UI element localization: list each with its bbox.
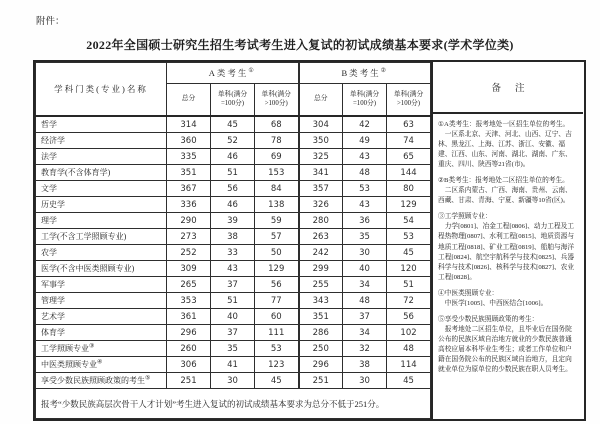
score-cell: 309 (167, 261, 211, 277)
table-row (36, 341, 431, 357)
score-cell: 341 (299, 165, 343, 181)
score-cell: 251 (299, 373, 343, 389)
remark-section (438, 176, 578, 206)
table-row (36, 116, 431, 133)
remark-body: 中医学[1005]、中西医结合[1006]。 (444, 299, 548, 307)
subject-name: 理学 (36, 213, 167, 229)
score-cell: 263 (299, 229, 343, 245)
remarks-column (431, 62, 583, 419)
score-cell: 138 (255, 197, 299, 213)
col-header-single100-b: 单科(满分=100分) (343, 84, 387, 117)
subject-name: 历史学 (36, 197, 167, 213)
table-row (36, 325, 431, 341)
group-a-label: A类考生 (208, 68, 249, 78)
footer-note: 报考“少数民族高层次骨干人才计划”考生进入复试的初试成绩基本要求为总分不低于251分。 (36, 389, 431, 419)
remarks-body (433, 114, 583, 383)
score-cell: 56 (211, 181, 255, 197)
table-header-group-a (167, 63, 299, 84)
score-cell: 343 (299, 293, 343, 309)
table-row (36, 293, 431, 309)
table-row (36, 229, 431, 245)
table-header-group-b (299, 63, 431, 84)
score-table-body (36, 116, 431, 419)
score-cell: 38 (343, 357, 387, 373)
subject-name: 享受少数民族照顾政策的考生⑤ (36, 373, 167, 389)
score-cell: 114 (387, 357, 431, 373)
subject-name: 农学 (36, 245, 167, 261)
group-b-label: B类考生 (341, 68, 381, 78)
col-header-single-gt100-b: 单科(满分>100分) (387, 84, 431, 117)
col-header-single-gt100-a: 单科(满分>100分) (255, 84, 299, 117)
score-cell: 65 (387, 149, 431, 165)
score-cell: 351 (167, 165, 211, 181)
table-row (36, 261, 431, 277)
score-table (35, 62, 431, 419)
score-cell: 57 (255, 229, 299, 245)
score-cell: 54 (387, 213, 431, 229)
subject-name: 工学照顾专业③ (36, 341, 167, 357)
score-cell: 45 (387, 373, 431, 389)
score-cell: 56 (387, 309, 431, 325)
score-cell: 273 (167, 229, 211, 245)
score-cell: 43 (211, 261, 255, 277)
score-cell: 123 (255, 357, 299, 373)
score-cell: 299 (299, 261, 343, 277)
subject-name: 工学(不含工学照顾专业) (36, 229, 167, 245)
subject-name: 管理学 (36, 293, 167, 309)
remark-lead: ⑤享受少数民族照顾政策的考生： (438, 315, 539, 323)
remark-body: 二区系内蒙古、广西、海南、贵州、云南、西藏、甘肃、青海、宁夏、新疆等10省(区)。 (438, 187, 572, 205)
table-row (36, 165, 431, 181)
remark-section (438, 212, 578, 282)
subject-name: 文学 (36, 181, 167, 197)
score-cell: 280 (299, 213, 343, 229)
score-cell: 296 (299, 357, 343, 373)
score-cell: 306 (167, 357, 211, 373)
table-row (36, 373, 431, 389)
score-cell: 33 (211, 245, 255, 261)
score-cell: 265 (167, 277, 211, 293)
score-cell: 361 (167, 309, 211, 325)
remark-lead: ④中医类照顾专业： (438, 289, 499, 297)
score-cell: 74 (387, 133, 431, 149)
subject-superscript: ⑤ (145, 375, 151, 382)
subject-superscript: ③ (89, 343, 95, 350)
score-cell: 68 (255, 116, 299, 133)
score-cell: 360 (167, 133, 211, 149)
score-table-wrapper (33, 60, 586, 421)
score-cell: 53 (343, 181, 387, 197)
subject-superscript: ④ (97, 359, 103, 366)
remark-section (438, 289, 578, 309)
score-cell: 325 (299, 149, 343, 165)
score-cell: 49 (343, 133, 387, 149)
group-a-superscript: ① (248, 68, 256, 75)
subject-name: 法学 (36, 149, 167, 165)
score-cell: 77 (255, 293, 299, 309)
score-cell: 30 (343, 373, 387, 389)
score-cell: 30 (211, 373, 255, 389)
score-cell: 153 (255, 165, 299, 181)
score-cell: 336 (167, 197, 211, 213)
subject-name: 军事学 (36, 277, 167, 293)
score-cell: 69 (255, 149, 299, 165)
remark-body: 报考地处二区招生单位，且毕业后在国务院公布的民族区域自治地方就业的少数民族普通高校应届本科毕业生考生；或者工作单位和户籍在国务院公布的民族区域自治地方，且定向就业单位为原单位的少数民族在职人员考生。 (438, 325, 572, 374)
score-cell: 38 (211, 229, 255, 245)
score-cell: 46 (211, 149, 255, 165)
subject-name: 教育学(不含体育学) (36, 165, 167, 181)
table-row (36, 309, 431, 325)
score-cell: 39 (211, 213, 255, 229)
score-cell: 144 (387, 165, 431, 181)
page-title: 2022年全国硕士研究生招生考试考生进入复试的初试成绩基本要求(学术学位类) (86, 38, 514, 52)
subject-name: 哲学 (36, 116, 167, 133)
score-cell: 326 (299, 197, 343, 213)
col-header-total-a: 总分 (167, 84, 211, 117)
score-cell: 357 (299, 181, 343, 197)
score-cell: 63 (387, 116, 431, 133)
subject-name: 艺术学 (36, 309, 167, 325)
col-header-total-b: 总分 (299, 84, 343, 117)
score-cell: 290 (167, 213, 211, 229)
score-cell: 286 (299, 325, 343, 341)
score-cell: 60 (255, 309, 299, 325)
score-cell: 45 (211, 116, 255, 133)
score-cell: 250 (299, 341, 343, 357)
subject-name: 医学(不含中医类照顾专业) (36, 261, 167, 277)
remarks-header: 备注 (433, 62, 583, 114)
remark-lead: ③工学照顾专业： (438, 213, 492, 221)
score-cell: 48 (343, 293, 387, 309)
score-cell: 353 (167, 293, 211, 309)
table-row (36, 181, 431, 197)
score-cell: 56 (255, 277, 299, 293)
score-cell: 43 (343, 149, 387, 165)
score-cell: 40 (343, 261, 387, 277)
score-cell: 102 (387, 325, 431, 341)
score-cell: 350 (299, 133, 343, 149)
table-row (36, 133, 431, 149)
score-cell: 30 (343, 245, 387, 261)
table-row (36, 149, 431, 165)
col-header-single100-a: 单科(满分=100分) (211, 84, 255, 117)
score-cell: 242 (299, 245, 343, 261)
table-row (36, 277, 431, 293)
score-cell: 34 (343, 325, 387, 341)
score-cell: 40 (211, 309, 255, 325)
score-cell: 34 (343, 277, 387, 293)
score-cell: 46 (211, 197, 255, 213)
attachment-label: 附件： (36, 17, 65, 27)
remark-lead: ①A类考生：报考地处一区招生单位的考生。 (438, 121, 570, 128)
score-cell: 111 (255, 325, 299, 341)
score-cell: 37 (211, 325, 255, 341)
score-cell: 260 (167, 341, 211, 357)
score-cell: 296 (167, 325, 211, 341)
score-cell: 48 (387, 341, 431, 357)
score-cell: 45 (387, 245, 431, 261)
subject-name: 中医类照顾专业④ (36, 357, 167, 373)
score-cell: 32 (343, 341, 387, 357)
score-cell: 251 (167, 373, 211, 389)
score-cell: 37 (211, 277, 255, 293)
score-cell: 72 (387, 293, 431, 309)
footer-row (36, 389, 431, 419)
group-b-superscript: ② (380, 68, 389, 75)
remark-section (438, 315, 578, 375)
remark-body: 力学[0801]、冶金工程[0806]、动力工程及工程热物理[0807]、水利工程[0815]、地质资源与地质工程[0818]、矿业工程[0819]、船舶与海洋工程[0824]、航空宇航科学与技术[0825]、兵器科学与技术[0826]、核科学与技术[0827]、农业工程[0828]。 (438, 223, 575, 281)
score-cell: 84 (255, 181, 299, 197)
score-cell: 314 (167, 116, 211, 133)
score-cell: 51 (211, 165, 255, 181)
score-cell: 129 (255, 261, 299, 277)
score-cell: 43 (343, 197, 387, 213)
table-row (36, 197, 431, 213)
score-cell: 304 (299, 116, 343, 133)
score-cell: 59 (255, 213, 299, 229)
score-cell: 129 (387, 197, 431, 213)
score-cell: 78 (255, 133, 299, 149)
score-cell: 367 (167, 181, 211, 197)
score-cell: 51 (211, 293, 255, 309)
subject-name: 体育学 (36, 325, 167, 341)
score-cell: 36 (343, 213, 387, 229)
score-cell: 255 (299, 277, 343, 293)
score-cell: 351 (299, 309, 343, 325)
score-cell: 53 (255, 341, 299, 357)
score-cell: 48 (343, 165, 387, 181)
score-cell: 42 (343, 116, 387, 133)
score-cell: 53 (387, 229, 431, 245)
score-cell: 52 (211, 133, 255, 149)
score-cell: 35 (343, 229, 387, 245)
score-cell: 37 (343, 309, 387, 325)
score-cell: 252 (167, 245, 211, 261)
score-cell: 35 (211, 341, 255, 357)
score-cell: 45 (255, 373, 299, 389)
remark-lead: ②B类考生：报考地处二区招生单位的考生。 (438, 177, 569, 185)
score-cell: 51 (387, 277, 431, 293)
table-header-subject: 学科门类(专业)名称 (36, 63, 167, 117)
score-cell: 335 (167, 149, 211, 165)
remark-body: 一区系北京、天津、河北、山西、辽宁、吉林、黑龙江、上海、江苏、浙江、安徽、福建、江西、山东、河南、湖北、湖南、广东、重庆、四川、陕西等21省(市)。 (438, 131, 572, 169)
score-cell: 41 (211, 357, 255, 373)
table-row (36, 245, 431, 261)
remark-section (438, 120, 578, 170)
table-row (36, 213, 431, 229)
score-cell: 50 (255, 245, 299, 261)
table-row (36, 357, 431, 373)
score-cell: 120 (387, 261, 431, 277)
score-cell: 80 (387, 181, 431, 197)
subject-name: 经济学 (36, 133, 167, 149)
